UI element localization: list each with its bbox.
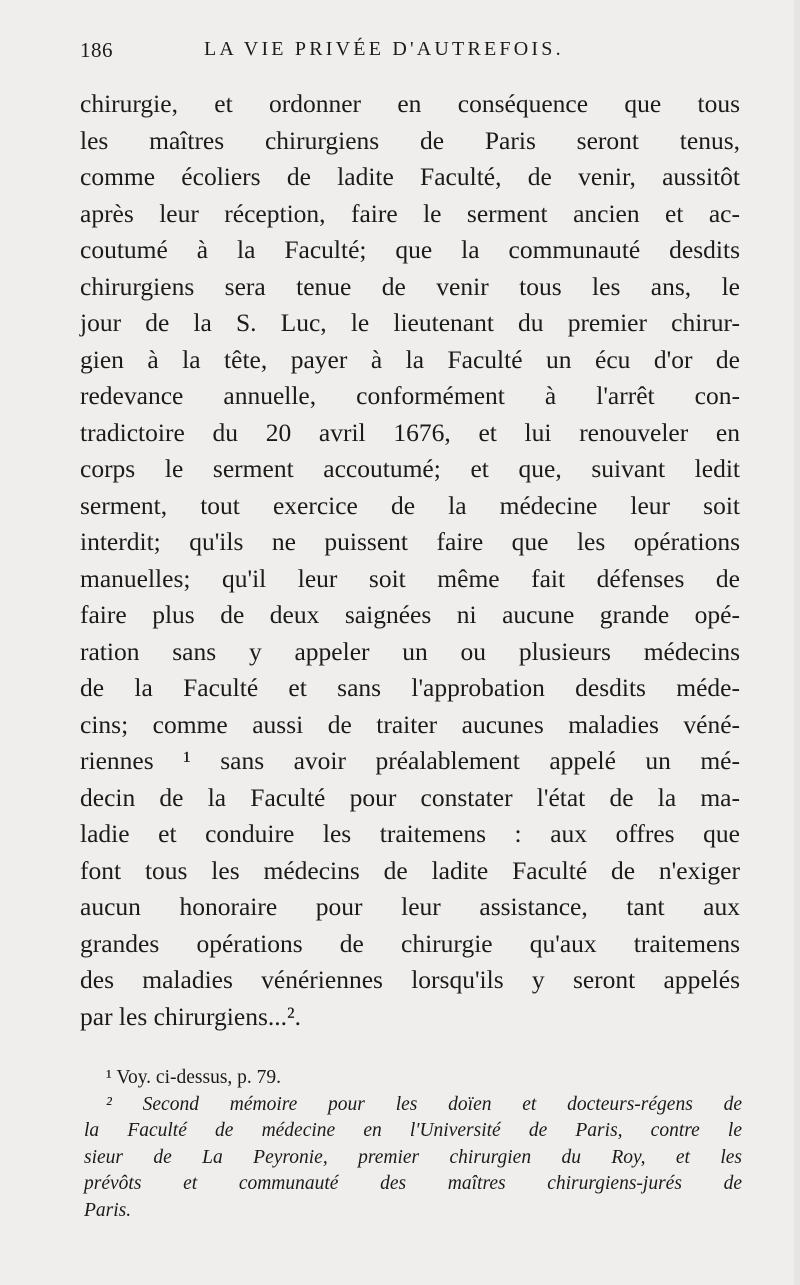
text-line: comme écoliers de ladite Faculté, de venir, aussitôt [80,162,740,191]
text-line: tradictoire du 20 avril 1676, et lui renouveler en [80,417,740,447]
text-line: par les chirurgiens...². [80,1001,302,1031]
footnote-2-line: Paris. [84,1199,132,1221]
body-text [80,86,740,1035]
footnote-2-line: ² Second mémoire pour les doïen et docteurs-régens de [106,1093,742,1115]
text-line: chirurgie, et ordonner en conséquence que tous [80,89,740,118]
text-line: riennes ¹ sans avoir préalablement appelé un mé- [80,746,740,775]
text-line: jour de la S. Luc, le lieutenant du premier chirur- [80,308,740,337]
page-edge [794,0,800,1285]
text-line: interdit; qu'ils ne puissent faire que les opérations [80,527,740,556]
text-line: redevance annuelle, conformément à l'arrêt con- [80,381,740,410]
footnote-1: ¹ Voy. ci-dessus, p. 79. [106,1067,282,1088]
text-line: ration sans y appeler un ou plusieurs médecins [80,636,740,666]
text-line: aucun honoraire pour leur assistance, tant aux [80,892,740,921]
text-line: chirurgiens sera tenue de venir tous les ans, le [80,271,740,301]
text-line: corps le serment accoutumé; et que, suivant ledit [80,454,740,483]
footnote-2-line: la Faculté de médecine en l'Université de Paris, contre le [84,1120,742,1141]
text-line: gien à la tête, payer à la Faculté un écu d'or de [80,344,740,374]
text-line: de la Faculté et sans l'approbation desdits méde- [80,673,740,702]
text-line: serment, tout exercice de la médecine leur soit [80,490,740,520]
page-number: 186 [80,38,113,62]
text-line: ladie et conduire les traitemens : aux offres que [80,819,740,848]
text-line: decin de la Faculté pour constater l'état de la ma- [80,782,740,812]
footnote-2-line: sieur de La Peyronie, premier chirurgien du Roy, et les [84,1146,742,1168]
text-line: après leur réception, faire le serment ancien et ac- [80,198,740,228]
text-line: grandes opérations de chirurgie qu'aux traitemens [80,928,740,958]
footnotes [84,1065,742,1224]
running-title: LA VIE PRIVÉE D'AUTREFOIS. [204,38,564,60]
text-line: les maîtres chirurgiens de Paris seront tenus, [80,125,740,155]
text-line: coutumé à la Faculté; que la communauté desdits [80,235,740,264]
text-line: faire plus de deux saignées ni aucune grande opé- [80,600,740,629]
text-line: cins; comme aussi de traiter aucunes maladies véné- [80,709,740,739]
text-line: des maladies vénériennes lorsqu'ils y seront appelés [80,965,740,994]
text-line: manuelles; qu'il leur soit même fait défenses de [80,563,740,593]
text-line: font tous les médecins de ladite Faculté de n'exiger [80,855,740,885]
running-head [80,38,740,68]
footnote-2-line: prévôts et communauté des maîtres chirurgiens-jurés de [84,1173,742,1194]
